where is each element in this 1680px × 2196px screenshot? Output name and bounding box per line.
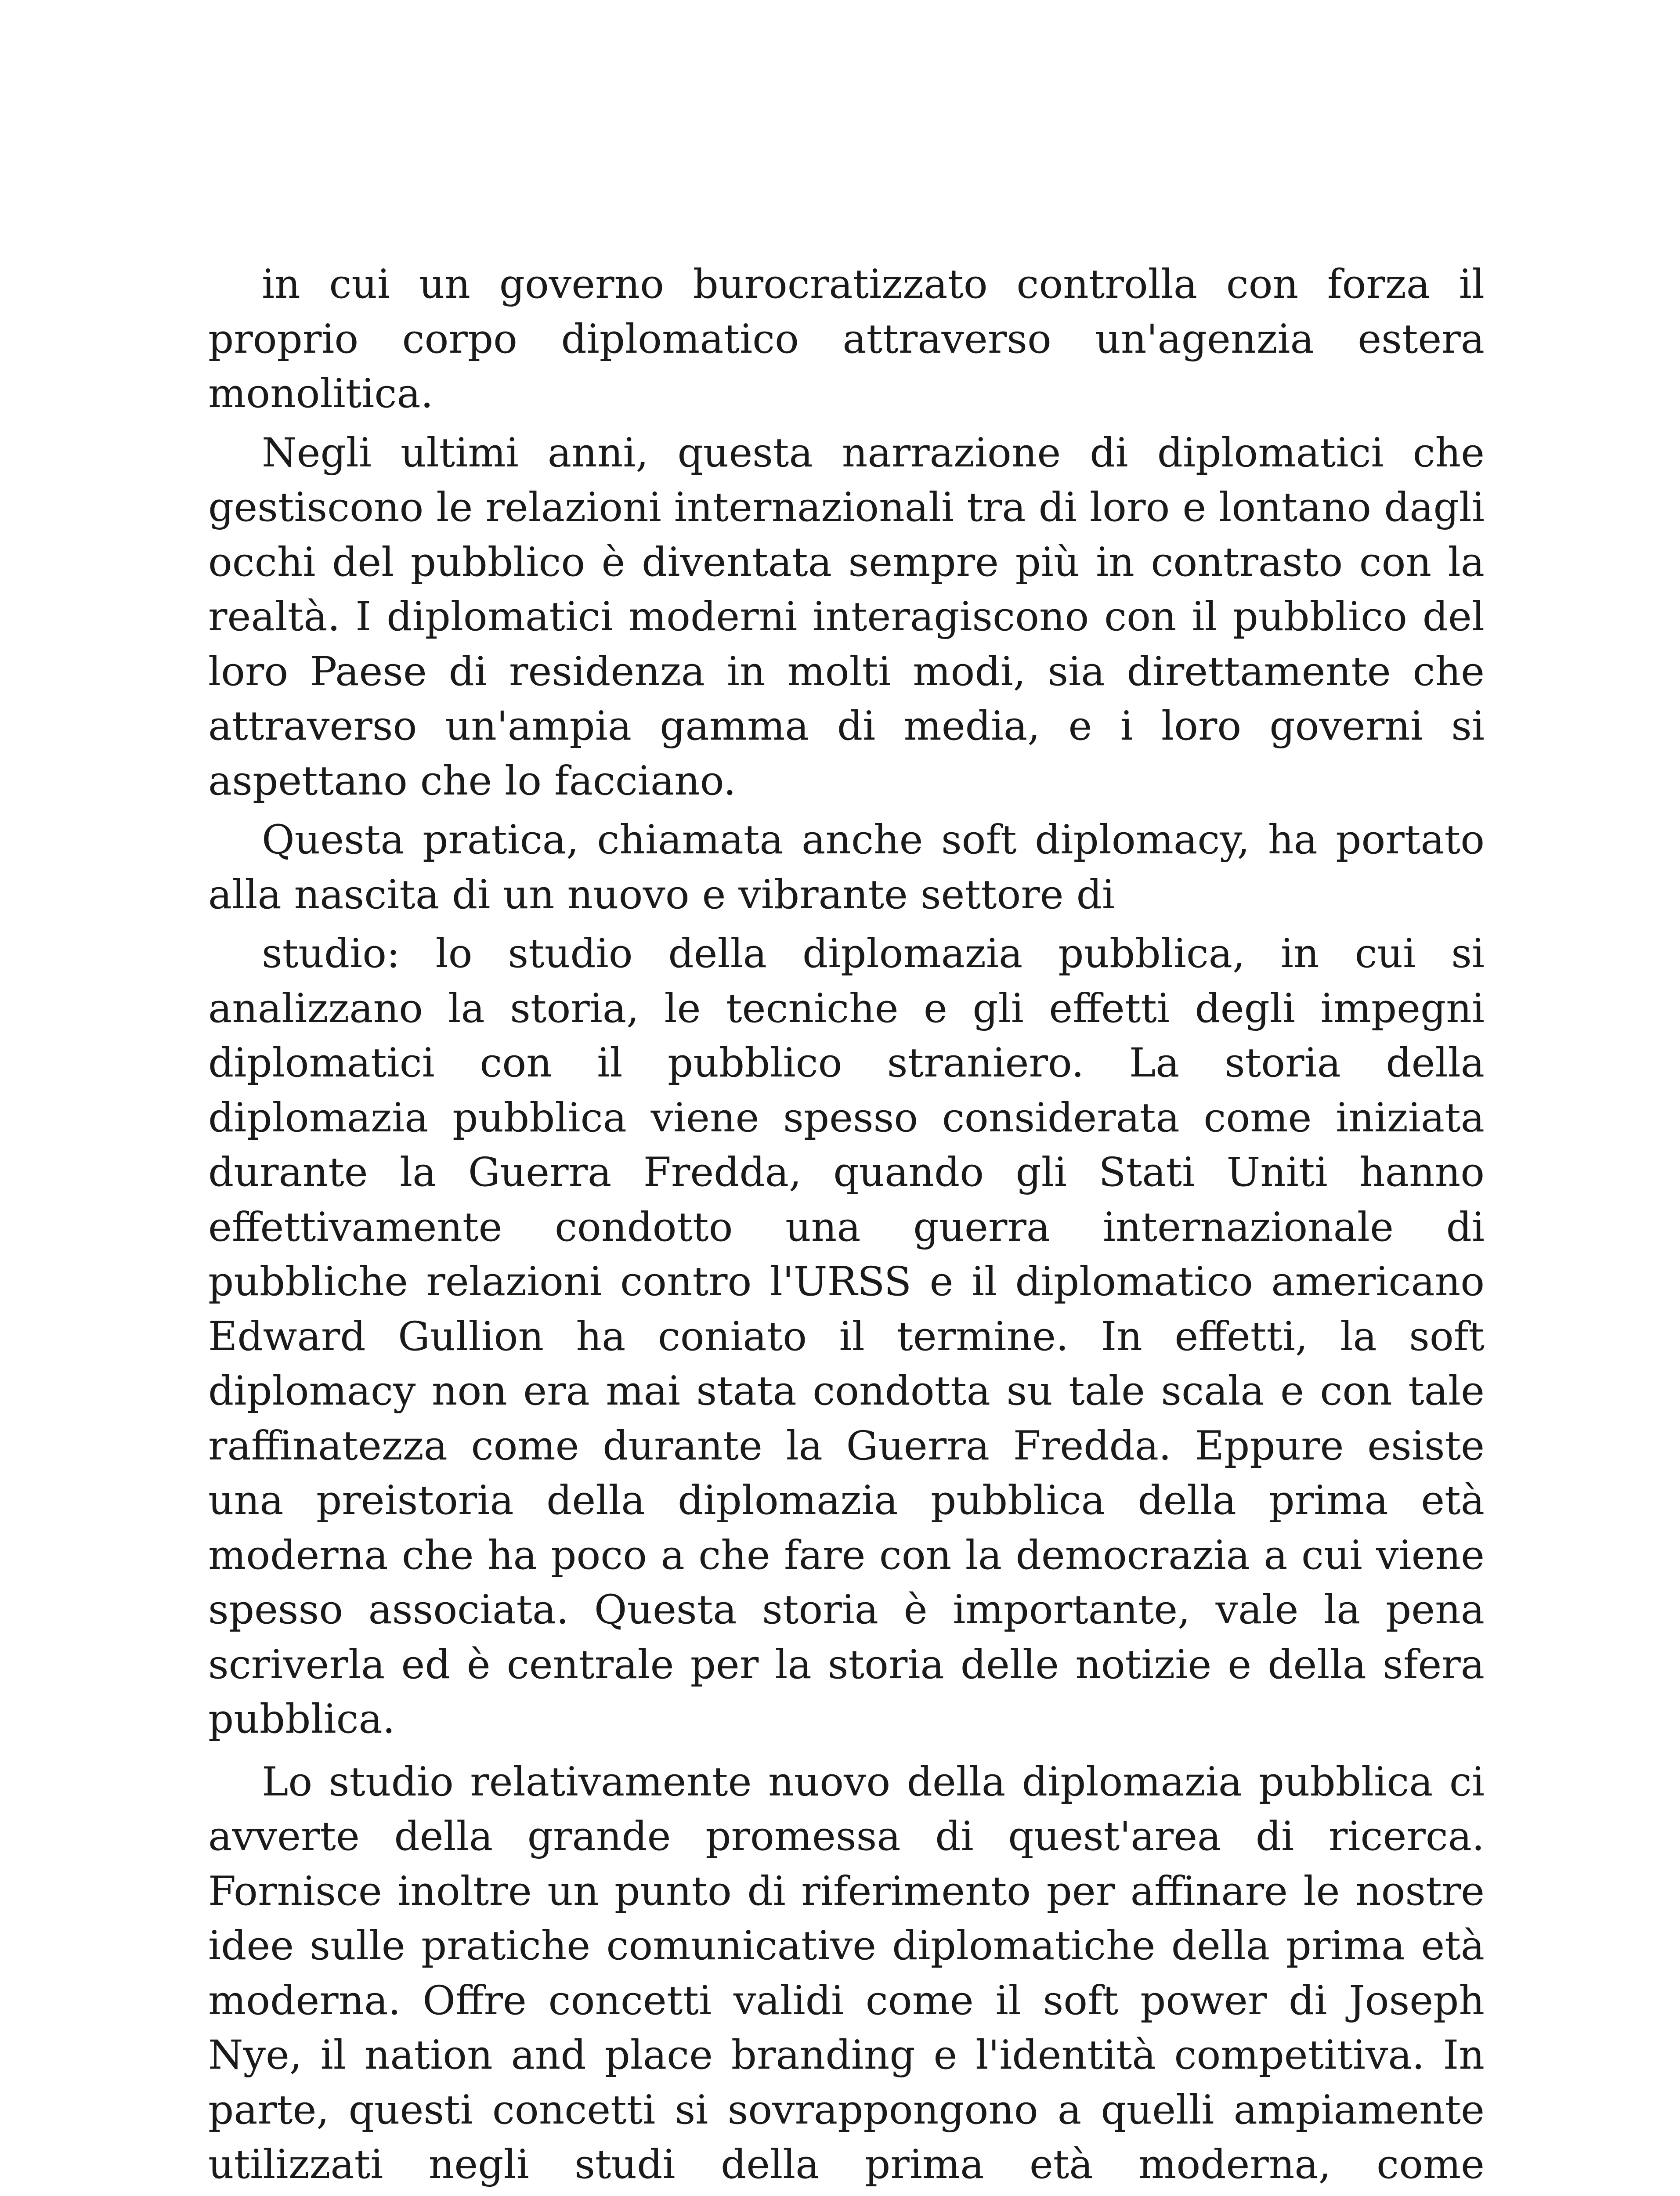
paragraph-soft-diplomacy: Questa pratica, chiamata anche soft diplomacy, ha portato alla nascita di un nuovo e vibrante settore di — [208, 817, 1485, 918]
paragraph-public-diplomacy-study: studio: lo studio della diplomazia pubblica, in cui si analizzano la storia, le tecniche e gli effetti degli impegni diplomatici con il pubblico straniero. La storia della diplomazia pubblica viene spesso considerata come iniziata durante la Guerra Fredda, quando gli Stati Uniti hanno effettivamente condotto una guerra internazionale di pubbliche relazioni contro l'URSS e il diplomatico americano Edward Gullion ha coniato il termine. In effetti, la soft diplomacy non era mai stata condotta su tale scala e con tale raffinatezza come durante la Guerra Fredda. Eppure esiste una preistoria della diplomazia pubblica della prima età moderna che ha poco a che fare con la democrazia a cui viene spesso associata. Questa storia è importante, vale la pena scriverla ed è centrale per la storia delle notizie e della sfera pubblica. — [208, 931, 1485, 1742]
body-text — [208, 257, 1485, 2196]
paragraph-continuation: in cui un governo burocratizzato controlla con forza il proprio corpo diplomatico attraverso un'agenzia estera monolitica. — [208, 261, 1485, 417]
paragraph-diplomats-narrative: Negli ultimi anni, questa narrazione di diplomatici che gestiscono le relazioni internazionali tra di loro e lontano dagli occhi del pubblico è diventata sempre più in contrasto con la realtà. I diplomatici moderni interagiscono con il pubblico del loro Paese di residenza in molti modi, sia direttamente che attraverso un'ampia gamma di media, e i loro governi si aspettano che lo facciano. — [208, 430, 1485, 804]
paragraph-new-study: Lo studio relativamente nuovo della diplomazia pubblica ci avverte della grande promessa di quest'area di ricerca. Fornisce inoltre un punto di riferimento per affinare le nostre idee sulle pratiche comunicative diplomatiche della prima età moderna. Offre concetti validi come il soft power di Joseph Nye, il nation and place branding e l'identità competitiva. In parte, questi concetti si sovrappongono a quelli ampiamente utilizzati negli studi della prima età moderna, come — [208, 1759, 1485, 2188]
